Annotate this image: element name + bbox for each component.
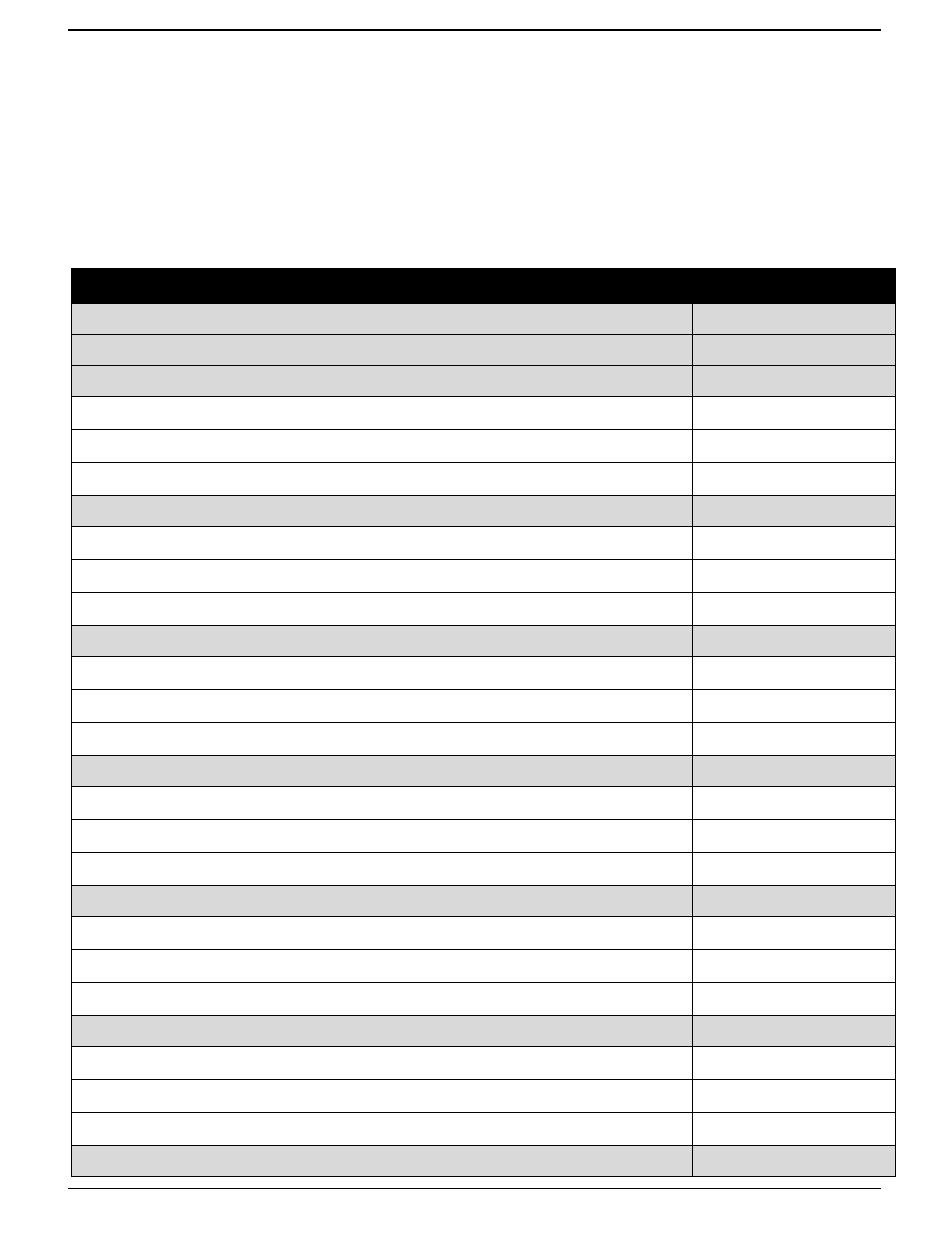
table-cell <box>693 1047 896 1080</box>
table-row <box>72 690 896 723</box>
table-cell <box>72 820 693 853</box>
table-cell <box>693 527 896 560</box>
table-cell <box>693 366 896 397</box>
table-cell <box>693 787 896 820</box>
table-cell <box>693 1113 896 1146</box>
table-cell <box>693 950 896 983</box>
table-cell <box>693 430 896 463</box>
table-row <box>72 950 896 983</box>
table-cell <box>72 657 693 690</box>
table-row <box>72 886 896 917</box>
table-cell <box>72 950 693 983</box>
table-row <box>72 756 896 787</box>
table-cell <box>693 820 896 853</box>
table-row <box>72 304 896 335</box>
table-row <box>72 1113 896 1146</box>
table-cell <box>72 723 693 756</box>
table-cell <box>72 787 693 820</box>
table-cell <box>693 496 896 527</box>
table-row <box>72 463 896 496</box>
table-cell <box>693 657 896 690</box>
table-row <box>72 593 896 626</box>
table-cell <box>72 527 693 560</box>
table-cell <box>693 756 896 787</box>
table-header-cell <box>693 269 896 304</box>
table-row <box>72 335 896 366</box>
table-cell <box>72 593 693 626</box>
table-cell <box>72 463 693 496</box>
table-row <box>72 853 896 886</box>
footer-rule <box>68 1188 881 1189</box>
table-row <box>72 787 896 820</box>
table-cell <box>693 304 896 335</box>
table-row <box>72 527 896 560</box>
table-row <box>72 560 896 593</box>
table-body <box>72 304 896 1177</box>
table-cell <box>693 593 896 626</box>
table-row <box>72 657 896 690</box>
table-cell <box>72 983 693 1016</box>
table-cell <box>72 756 693 787</box>
table-cell <box>72 886 693 917</box>
table-cell <box>693 1146 896 1177</box>
table-cell <box>693 690 896 723</box>
table-cell <box>72 1113 693 1146</box>
table-row <box>72 626 896 657</box>
table-row <box>72 430 896 463</box>
table-cell <box>693 853 896 886</box>
table-row <box>72 820 896 853</box>
table-cell <box>693 335 896 366</box>
table-header-cell <box>72 269 693 304</box>
data-table <box>71 268 896 1177</box>
table-cell <box>72 690 693 723</box>
table-header-row <box>72 269 896 304</box>
table-cell <box>72 917 693 950</box>
table-row <box>72 1146 896 1177</box>
table-row <box>72 1080 896 1113</box>
table-cell <box>693 1016 896 1047</box>
table-cell <box>72 335 693 366</box>
table-cell <box>693 886 896 917</box>
table-cell <box>72 626 693 657</box>
table-cell <box>693 917 896 950</box>
table-cell <box>72 397 693 430</box>
table-cell <box>693 626 896 657</box>
table-cell <box>72 853 693 886</box>
table-cell <box>72 1146 693 1177</box>
table-row <box>72 983 896 1016</box>
table-cell <box>72 1047 693 1080</box>
table-cell <box>693 1080 896 1113</box>
table-cell <box>693 463 896 496</box>
table-cell <box>693 983 896 1016</box>
table-cell <box>72 1080 693 1113</box>
table-row <box>72 496 896 527</box>
table-cell <box>72 496 693 527</box>
table-cell <box>693 397 896 430</box>
table-row <box>72 397 896 430</box>
table-cell <box>693 723 896 756</box>
table-row <box>72 723 896 756</box>
table-row <box>72 1047 896 1080</box>
table-cell <box>72 304 693 335</box>
table-cell <box>693 560 896 593</box>
table-row <box>72 1016 896 1047</box>
table-cell <box>72 366 693 397</box>
table-cell <box>72 560 693 593</box>
header-rule <box>68 29 881 31</box>
table-cell <box>72 1016 693 1047</box>
table-row <box>72 917 896 950</box>
table-cell <box>72 430 693 463</box>
table-row <box>72 366 896 397</box>
